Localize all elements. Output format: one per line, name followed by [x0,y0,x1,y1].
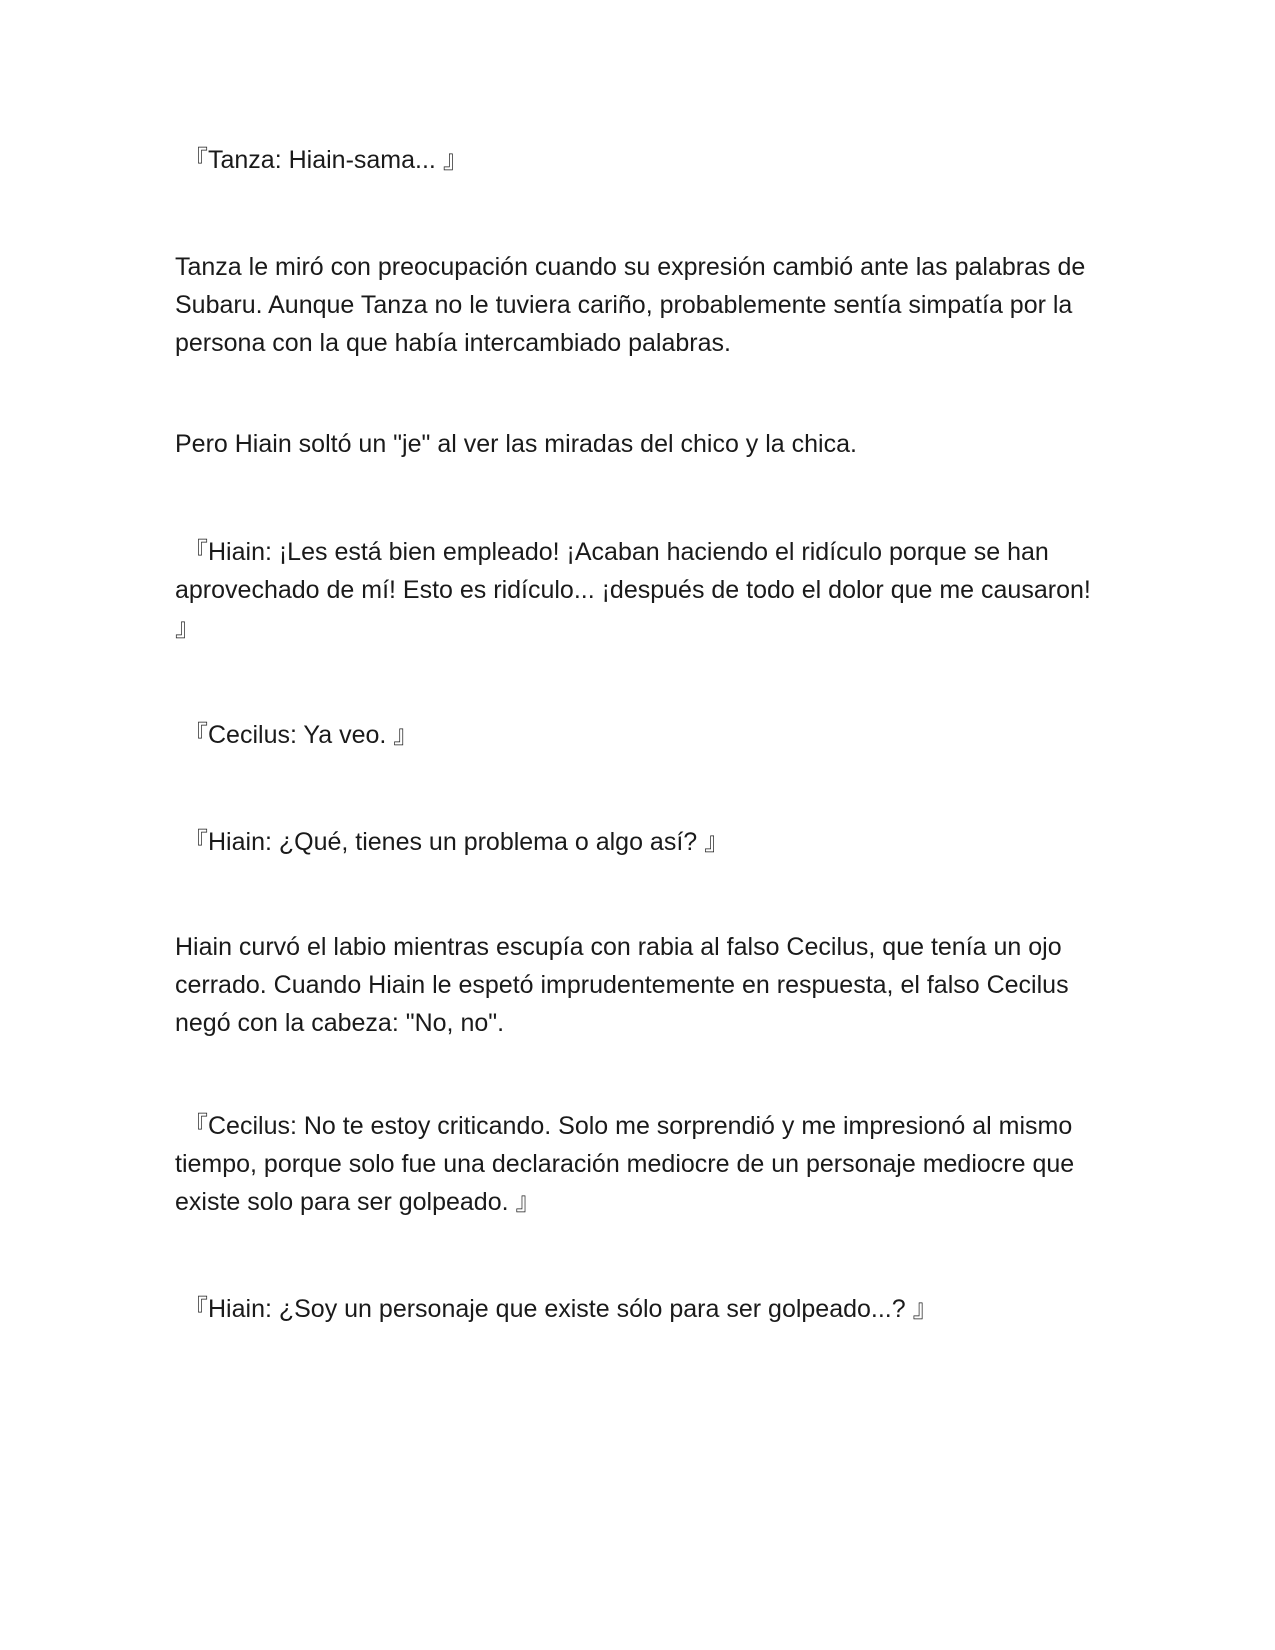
narration-paragraph-3: Hiain curvó el labio mientras escupía con rabia al falso Cecilus, que tenía un ojo cerrado. Cuando Hiain le espetó imprudentemente en respuesta, el falso Cecilus negó con la cabeza: "No, no". [175,933,1069,1037]
dialogue-hiain-1: 『Hiain: ¡Les está bien empleado! ¡Acaban haciendo el ridículo porque se han aprovechado de mí! Esto es ridículo... ¡después de todo el dolor que me causaron! 』 [175,538,1091,642]
narration-paragraph-1: Tanza le miró con preocupación cuando su expresión cambió ante las palabras de Subaru. Aunque Tanza no le tuviera cariño, probablemente sentía simpatía por la persona con la que había intercambiado palabras. [175,253,1086,357]
dialogue-hiain-2: 『Hiain: ¿Qué, tienes un problema o algo así? 』 [183,828,730,856]
dialogue-cecilus-1: 『Cecilus: Ya veo. 』 [183,721,419,749]
dialogue-cecilus-2: 『Cecilus: No te estoy criticando. Solo me sorprendió y me impresionó al mismo tiempo, porque solo fue una declaración mediocre de un personaje mediocre que existe solo para ser golpeado. 』 [175,1112,1075,1216]
narration-paragraph-2: Pero Hiain soltó un "je" al ver las miradas del chico y la chica. [175,430,857,458]
dialogue-hiain-3: 『Hiain: ¿Soy un personaje que existe sólo para ser golpeado...? 』 [183,1295,938,1323]
dialogue-tanza-1: 『Tanza: Hiain-sama... 』 [183,146,468,174]
